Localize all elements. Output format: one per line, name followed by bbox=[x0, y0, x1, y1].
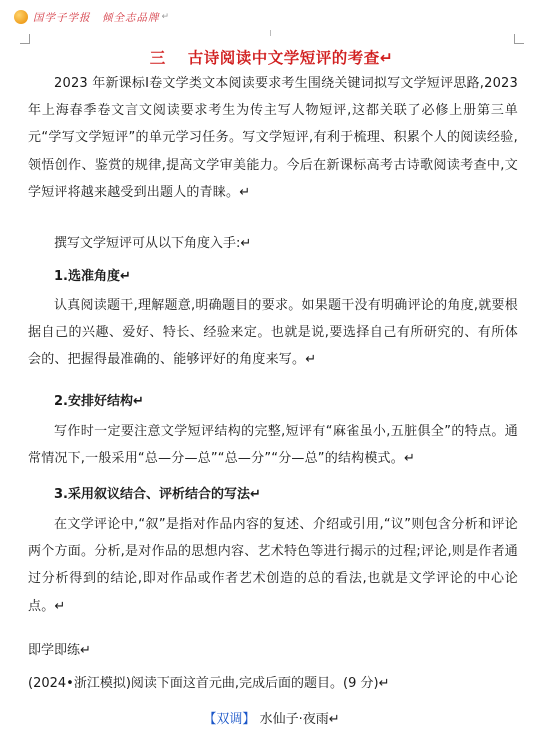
lead-sentence: 撰写文学短评可从以下角度入手:↵ bbox=[54, 236, 252, 251]
practice-label: 即学即练↵ bbox=[28, 643, 91, 658]
intro-paragraph: 2023 年新课标Ⅰ卷文学类文本阅读要求考生围绕关键词拟写文学短评思路,2023 年上海春季卷文言文阅读要求考生为传主写人物短评,这都关联了必修上册第三单元“学写文学短评”的单元学习任务。写文学短评,有利于梳理、积累个人的阅读经验,领悟创作、鉴赏的规律,提高文学审美能力。今后在新课标高考古诗歌阅读考查中,文学短评将越来越受到出题人的青睐。↵ bbox=[28, 76, 518, 200]
section-title bbox=[0, 46, 543, 68]
title-paragraph-mark: ↵ bbox=[379, 49, 394, 67]
poem-title-text: 水仙子·夜雨↵ bbox=[259, 712, 340, 727]
header-paragraph-mark: ↵ bbox=[161, 12, 170, 22]
margin-corner-mark-right bbox=[514, 34, 524, 44]
section-title-text: 古诗阅读中文学短评的考查 bbox=[187, 49, 380, 67]
section-heading-2: 2.安排好结构↵ bbox=[54, 394, 144, 409]
brand-logo-icon bbox=[14, 10, 28, 24]
page-header bbox=[14, 8, 169, 26]
section-body-1: 认真阅读题干,理解题意,明确题目的要求。如果题干没有明确评论的角度,就要根据自己的兴趣、爱好、特长、经验来定。也就是说,要选择自己有所研究的、有所体会的、把握得最准确的、能够评好的角度来写。↵ bbox=[28, 298, 518, 368]
practice-question: (2024•浙江模拟)阅读下面这首元曲,完成后面的题目。(9 分)↵ bbox=[28, 676, 390, 691]
section-number: 三 bbox=[149, 49, 166, 67]
poem-tune-tag: 【双调】 bbox=[203, 712, 256, 727]
section-heading-3: 3.采用叙议结合、评析结合的写法↵ bbox=[54, 487, 261, 502]
section-body-3: 在文学评论中,“叙”是指对作品内容的复述、介绍或引用,“议”则包含分析和评论两个方面。分析,是对作品的思想内容、艺术特色等进行揭示的过程;评论,则是作者通过分析得到的结论,即对作品或作者艺术创造的总的看法,也就是文学评论的中心论点。↵ bbox=[28, 517, 518, 614]
section-heading-1: 1.选准角度↵ bbox=[54, 269, 131, 284]
section-body-2: 写作时一定要注意文学短评结构的完整,短评有“麻雀虽小,五脏俱全”的特点。通常情况下,一般采用“总—分—总”“总—分”“分—总”的结构模式。↵ bbox=[28, 424, 518, 467]
poem-title bbox=[0, 708, 543, 727]
margin-center-tick bbox=[270, 30, 271, 36]
margin-corner-mark-left bbox=[20, 34, 30, 44]
header-brand-text: 国学子学报 倾全志品牌 bbox=[33, 11, 160, 24]
